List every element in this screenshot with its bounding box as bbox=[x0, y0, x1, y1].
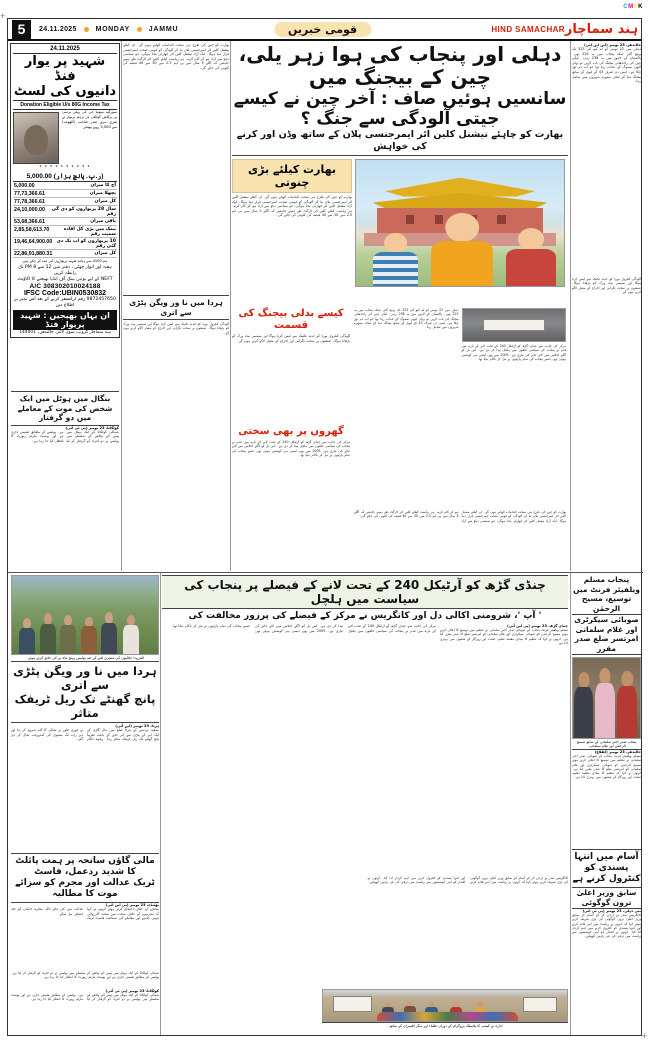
donation-amount-row bbox=[13, 238, 117, 250]
leader-3-head bbox=[622, 671, 633, 687]
donation-row-amount: 2,85,58,613.70 bbox=[14, 226, 50, 233]
donation-title-line1: شہید پر یوار فنڈ bbox=[24, 54, 106, 84]
masthead-urdu-logo: ہند سماچار bbox=[564, 21, 638, 37]
officer-1 bbox=[19, 618, 35, 654]
officer-3-torso bbox=[60, 625, 76, 654]
officer-5-torso bbox=[101, 623, 117, 654]
donation-account bbox=[13, 283, 117, 290]
left-lower-body: شمالی کولکاتا کے ایک ہوٹل میں پیش آئے واقعے کے سلسلے میں پولیس نے دو افراد کو گرفتار کر لیا ہے۔ پولیس کے مطابق تفتیش جاری ہے اور پوسٹ مارٹم رپورٹ کا انتظار کیا جا رہا ہے۔ bbox=[11, 429, 119, 443]
harda-body: مدھیہ پردیش کے ہردا ضلع میں مال گاڑی کے ایک ڈبے کے پٹڑی سے اتر جانے کے باعث تقریباً پانچ گھنٹے تک ریل ٹریفک متاثر رہا۔ ریلوے حکام نے فوری طور پر بحالی کا کام شروع کر دیا اور دیر رات تک معمول کی آمدورفت بحال کر دی گئی۔ bbox=[11, 728, 159, 742]
cmyk-registration-bar bbox=[623, 4, 643, 10]
group-child-row bbox=[377, 1012, 519, 1021]
masthead-day: MONDAY bbox=[95, 25, 130, 33]
donation-row-label: باقی میزان bbox=[90, 218, 116, 224]
donation-row-amount: 22,86,91,880.31 bbox=[14, 250, 53, 257]
chandigarh-dateline: چنڈی گڑھ، 23 نومبر (پی این آئی) bbox=[507, 624, 568, 628]
officer-5-head bbox=[105, 612, 113, 624]
harda-headline-line2: پانچ گھنٹے تک ریل ٹریفک متاثر bbox=[14, 692, 156, 720]
muslim-front-headline-line1: پنجاب مسلم ویلفیئر فرنٹ میں توسیع، مسیح الرحمٰن bbox=[572, 575, 641, 615]
page-body bbox=[8, 41, 641, 1035]
child-center-head bbox=[445, 213, 479, 242]
inset-signboard bbox=[483, 319, 545, 332]
ifsc-label: IFSC Code: bbox=[23, 290, 62, 297]
today-total-value: 5,000.00 bbox=[26, 173, 52, 180]
masthead-center-banner: قومی خبریں bbox=[274, 22, 371, 37]
donation-phone: 9872457650 bbox=[86, 297, 116, 302]
assam-headline: آسام میں انتہا پسندی کو کنٹرول کرنے ہے bbox=[572, 849, 641, 888]
donation-row-amount: 77,73,366.61 bbox=[14, 190, 45, 197]
harda-headline-line1: ہردا میں نا ور ویگن پٹڑی سے اتری bbox=[13, 664, 157, 692]
separator-dot-icon bbox=[84, 27, 89, 32]
donation-phone-text: رقم ٹرانسفر کرنے کے بعد اس نمبر پر اطلاع دیں bbox=[14, 297, 86, 308]
lead-body-col-b: مرکز کی جانب سے چنڈی گڑھ کو آرٹیکل 240 کے تحت لانے کے بارے میں قدم نے پنجاب کی سیاسی حلقوں میں ہلچل پیدا کر دی ہے۔ اس بل کو اگلے اجلاس میں لائے جانے کی تیاری ہے۔ 2005 میں بھی ایسی ہی کوشش ہوئی تھی جسے پنجاب کی تمام پارٹیوں نے مل کر ناکام بنایا تھا۔ bbox=[461, 344, 567, 361]
donation-amount-row bbox=[13, 226, 117, 238]
child-left-body bbox=[373, 252, 419, 286]
chandigarh-headline: چنڈی گڑھ کو آرٹیکل 240 کے تحت لانے کے فیصلے پر پنجاب کی سیاست میں ہلچل bbox=[162, 575, 568, 609]
muslim-front-section bbox=[572, 575, 641, 845]
chandigarh-body-continued: کانگریس صدر نے ارجن کر کے آسام کے سابق وزیر اعلیٰ ترون گوگوئی کی بڑی تعریف کرتے ہوئے کہا کہ انہوں نے ریاست میں امن قائم کرنے اور انتہا پسندی کو کنٹرول کرنے میں اہم کردار ادا کیا۔ انہوں نے اقتدار کو اپنی کوششوں سے ریاست میں ترقی کی نئی راہیں کھولیں۔ bbox=[367, 876, 568, 885]
cmyk-m: M bbox=[628, 4, 634, 10]
harda-photo-caption: المرودا جلالیوں کی منجری لٹنے کے بعد پولیس پہنچ ماہ نے کی جانچ کرتے ہوئے۔ bbox=[11, 655, 159, 662]
muslim-front-leaders-photo bbox=[572, 657, 641, 739]
maligaon-headline-line1: مالی گاؤں سانحہ پر ہمت پائلٹ کا شدید ردعمل، فاسٹ bbox=[11, 853, 159, 878]
donation-ifsc bbox=[13, 290, 117, 297]
donation-row-label: کل میزان bbox=[94, 250, 116, 256]
child-right-head bbox=[518, 228, 544, 250]
donation-send-address: ہند سماچار گروپ، سول لائنز، جالندھر۔ 144001 bbox=[19, 330, 111, 335]
lead-body-under-2: مرکز کی جانب سے چنڈی گڑھ کو آرٹیکل 240 کے تحت لانے کے بارے میں قدم نے پنجاب کی سیاسی حلقوں میں ہلچل پیدا کر دی ہے۔ اس بل کو اگلے اجلاس میں لائے جانے کی تیاری ہے۔ 2005 میں بھی ایسی ہی کوشش ہوئی تھی جسے پنجاب کی تمام پارٹیوں نے مل کر ناکام بنایا تھا۔ bbox=[232, 440, 351, 457]
officer-5 bbox=[101, 612, 117, 654]
lead-subheading-1: کیسے بدلی بیجنگ کی قسمت bbox=[238, 308, 344, 331]
maligaon-dateline: بھٹنڈہ، 23 نومبر (پی این آئی) bbox=[105, 903, 159, 907]
child-center bbox=[431, 213, 493, 286]
leader-1-torso bbox=[574, 687, 593, 738]
bengal-dateline: کولکاتا، 23 نومبر (پی ٹی آئی) bbox=[105, 989, 159, 993]
inset-building-photo bbox=[462, 308, 567, 342]
right-top-body: دہلی میں 22 نومبر کو اے کیو آئی 323 تک پہنچ گئی جبکہ پنجاب میں یہ 225 تھی۔ پاکستان کے لاہور میں یہ 238 رہی۔ لیکن چین کی راجدھانی بیجنگ کی بات کریں تو یہاں کبھی سموگ کے عذاب رہا تھا جو اب دم توڑ چکا ہے۔ اسی دن صرف 43 کے لیول کے ساتھ بیجنگ دنیا کے صاف ستھرے شہروں میں شامل رہا۔ bbox=[572, 47, 641, 84]
separator-dot-icon-2 bbox=[137, 27, 142, 32]
masthead-date: 24.11.2025 bbox=[39, 25, 77, 33]
lead-headline-line2: سانسیں ہوئیں صاف : آخر چین نے کیسے جیتی آلودگی سے جنگ ؟ bbox=[233, 89, 567, 129]
donation-send-strip: ان یہاں بھیجیں : شہید پریوار فنڈ bbox=[13, 310, 117, 330]
donation-timing: ہفتہ اور اتوار چھٹی۔ دفتر میں 12 سے 8 PM تک رابطہ کریں bbox=[18, 265, 112, 276]
section-rule-top bbox=[8, 572, 643, 573]
leader-1 bbox=[574, 672, 593, 738]
child-left-head bbox=[384, 233, 408, 253]
child-left bbox=[373, 233, 419, 286]
officer-6 bbox=[123, 615, 139, 654]
leader-3 bbox=[617, 671, 637, 738]
assam-subhead: سابق وزیر اعلیٰ ترون گوگوئی bbox=[572, 888, 641, 909]
donation-row-label: پچھلا میزان bbox=[89, 190, 116, 196]
masthead bbox=[8, 19, 641, 41]
ifsc-code: UBIN0530832 bbox=[61, 290, 107, 297]
cmyk-c: C bbox=[623, 4, 629, 10]
column-rule-4 bbox=[160, 573, 161, 1035]
maligaon-headline-line2: ٹریک عدالت اور مجرم کو سزائے موت کا مطالبہ bbox=[11, 878, 159, 903]
donation-row-amount: 77,78,366.61 bbox=[14, 198, 45, 205]
bengal-lead-in: شمالی کولکاتا کے ایک ہوٹل میں پیش آئے واقعے کے سلسلے میں پولیس نے دو افراد کو گرفتار کر لیا ہے۔ پولیس کے مطابق تفتیش جاری ہے اور پوسٹ مارٹم رپورٹ کا انتظار کیا جا رہا ہے۔ bbox=[11, 971, 159, 980]
chandigarh-body: مرکز کی جانب سے چنڈی گڑھ کو آرٹیکل 240 کے تحت لانے کے بارے میں قدم نے پنجاب کی سیاسی حلقوں میں ہلچل پیدا کر دی ہے۔ اس بل کو اگلے اجلاس میں لائے جانے کی تیاری ہے۔ 2005 میں بھی ایسی ہی کوشش ہوئی تھی جسے پنجاب کی تمام پارٹیوں نے مل کر ناکام بنایا تھا۔ bbox=[171, 624, 436, 633]
police-investigation-photo bbox=[11, 575, 159, 655]
donation-row-amount: 19,46,64,900.00 bbox=[14, 238, 53, 245]
chandigarh-subhead: ' آپ '، شرومنی اکالی دل اور کانگریس نے مرکز کے فیصلے کی پرزور مخالفت کی bbox=[188, 611, 542, 621]
bengal-body: شمالی کولکاتا کے ایک ہوٹل میں پیش آئے واقعے کے سلسلے میں پولیس نے دو افراد کو گرفتار کر لیا ہے۔ پولیس کے مطابق تفتیش جاری ہے اور پوسٹ مارٹم رپورٹ کا انتظار کیا جا رہا ہے۔ bbox=[11, 993, 159, 1002]
donation-today-label: آج کا میزان bbox=[90, 182, 116, 188]
leader-3-torso bbox=[617, 686, 637, 738]
officer-4-torso bbox=[81, 626, 97, 654]
page-number: 5 bbox=[12, 20, 31, 39]
officer-4 bbox=[81, 617, 97, 654]
muslim-front-caption: پنجاب صدر اختر سلمانی کے ساتھ مسیح الرحمٰن اور غلام سلمانی۔ bbox=[572, 739, 641, 750]
right-column-top bbox=[572, 43, 641, 568]
harda-dateline: ہردا، 23 نومبر (این آئی) bbox=[11, 722, 159, 728]
leader-2 bbox=[595, 668, 615, 738]
lead-headline-line1: دہلی اور پنجاب کی ہوا زہر یلی، چین کے بیجنگ میں bbox=[238, 43, 562, 89]
lead-kicker-body: بھارت کو چین کی طرح ہی سخت اقدامات اٹھانے ہوں گے۔ ان کیلئے نیشنل کلین ائر ایمرجنسی پلان بنا کر آلودگی کو قومی صحت ایمرجنسی قرار دینا ہوگا۔ ایک آزاد نیشنل کلین ائر اتھارٹی بنانا ہوگی، جو سیاسی دباؤ سے آزاد ہو کر کام کرے۔ ہر ریاست کیلئے کلین ائر ٹارگٹ طے ہونے چاہئیں کہ اگلے 5 سال میں پی ایم 2.5 میں 30 سے 40 فیصد کی کٹوتی کی جائے گی۔ bbox=[232, 195, 352, 218]
donor-portrait-photo bbox=[13, 112, 59, 164]
muslim-front-headline-line2: صوبائی سیکرٹری اور غلام سلمانی امرتسر ضلع صدر مقرر bbox=[572, 615, 641, 655]
muslim-front-dateline: جالندھر، 23 نومبر (اطلاع) bbox=[594, 750, 641, 754]
account-number: 308302010024188 bbox=[43, 283, 101, 290]
left-lower-dateline: کولکاتا، 23 نومبر (پی ٹی آئی) bbox=[65, 425, 119, 430]
donation-title-line2: دانیوں کی لسٹ bbox=[13, 84, 117, 99]
donation-row-label: بینک میں پڑی کل افادہ سمیت رقم bbox=[63, 226, 116, 237]
child-right bbox=[506, 228, 556, 286]
lead-subhead: بھارت کو چاہئے نیشنل کلین ائر ایمرجنسی پلان کے ساتھ وڈن اور کرنے کی خواہش bbox=[232, 129, 568, 156]
plastic-free-caption: ادارہ نے کیمپ کا پلاسٹک پروگرام کے دوران طلباء اور دیگر افسران کے ساتھ۔ bbox=[322, 1022, 568, 1029]
donation-star-divider: * * * * * * * * * * bbox=[39, 165, 91, 171]
lead-story bbox=[232, 43, 568, 568]
officer-1-torso bbox=[19, 628, 35, 654]
officer-6-torso bbox=[123, 625, 139, 654]
left-column-lower bbox=[11, 391, 119, 569]
column-rule-3 bbox=[570, 41, 571, 571]
donation-amount-row bbox=[13, 198, 117, 206]
donation-date: 24.11.2025 bbox=[13, 46, 117, 54]
donation-today-row bbox=[13, 182, 117, 190]
leader-2-head bbox=[600, 668, 611, 685]
group-signboard-left bbox=[333, 996, 372, 1012]
gate-window-1 bbox=[406, 215, 414, 224]
crop-mark-bottom-right: + bbox=[641, 1031, 647, 1041]
donation-row-amount: 53,68,366.61 bbox=[14, 218, 45, 225]
second-column-body: بھارت کو چین کی طرح ہی سخت اقدامات اٹھانے ہوں گے۔ ان کیلئے نیشنل کلین ائر ایمرجنسی پلان بنا کر آلودگی کو قومی صحت ایمرجنسی قرار دینا ہوگا۔ ایک آزاد نیشنل کلین ائر اتھارٹی بنانا ہوگی، جو سیاسی دباؤ سے آزاد ہو کر کام کرے۔ ہر ریاست کیلئے کلین ائر ٹارگٹ طے ہونے چاہئیں کہ اگلے 5 سال میں پی ایم 2.5 میں 30 سے 40 فیصد کی کٹوتی کی جائے گی۔ bbox=[123, 43, 229, 70]
column-rule-5 bbox=[570, 573, 571, 1035]
donation-row-label: کل میزان bbox=[94, 198, 116, 204]
masthead-english-title: HIND SAMACHAR bbox=[491, 24, 565, 34]
donation-amount-row bbox=[13, 190, 117, 198]
chandigarh-section bbox=[162, 575, 568, 985]
donation-amount-rows bbox=[13, 190, 117, 258]
leader-2-torso bbox=[595, 683, 615, 738]
donation-row-amount: 24,10,000.00 bbox=[14, 206, 45, 213]
lead-subheading-2: گھروں پر بھی سختی bbox=[238, 426, 344, 437]
cmyk-y: Y bbox=[633, 4, 639, 10]
child-right-body bbox=[506, 249, 556, 286]
maligaon-body: سانحے کے خلاف احتجاج کرتے ہوئے انہوں نے کہا کہ مجرموں کے خلاف سخت سے سخت کارروائی ہونی چاہیے اور معاملے کی سماعت فاسٹ ٹریک عدالت میں کی جائے تاکہ متاثرہ خاندان کو جلد انصاف مل سکے۔ bbox=[11, 907, 159, 921]
assam-section bbox=[572, 849, 641, 1033]
donation-eligibility-note: Donation Eligible U/s 80G Income Tax bbox=[13, 100, 117, 110]
lead-body-col-a: دہلی میں 22 نومبر کو اے کیو آئی 323 تک پہنچ گئی جبکہ پنجاب میں یہ 225 تھی۔ پاکستان کے لاہور میں یہ 238 رہی۔ لیکن چین کی راجدھانی بیجنگ کی بات کریں تو یہاں کبھی سموگ کے عذاب رہا تھا جو اب دم توڑ چکا ہے۔ اسی دن صرف 43 کے لیول کے ساتھ بیجنگ دنیا کے صاف ستھرے شہروں میں شامل رہا۔ bbox=[354, 308, 459, 330]
left-lower-headline: بنگال میں ہوٹل میں ایک شخص کی موت کے معاملے میں دو گرفتار bbox=[11, 391, 119, 426]
second-column bbox=[123, 43, 229, 568]
child-center-body bbox=[431, 241, 493, 286]
second-column-headline: ہردا میں نا ور ویگن پٹڑی سے اتری bbox=[123, 295, 229, 320]
harda-section bbox=[11, 575, 159, 825]
maligaon-section bbox=[11, 853, 159, 968]
cmyk-k: K bbox=[638, 4, 643, 10]
plastic-free-group-photo bbox=[322, 989, 568, 1022]
gate-window-4 bbox=[497, 215, 505, 224]
donation-phone-note bbox=[13, 297, 117, 309]
donation-today-amount: 5,000.00 bbox=[14, 182, 35, 189]
lead-kicker-box: بھارت کیلئے بڑی چنوتی bbox=[232, 159, 352, 193]
account-label: A/C bbox=[29, 283, 42, 290]
donation-box bbox=[10, 43, 120, 338]
leader-1-head bbox=[578, 672, 589, 688]
tiananmen-children-photo bbox=[355, 159, 565, 287]
donation-today-amount-words bbox=[13, 171, 117, 182]
today-total-words: (ر.پ. پانچ ہزار) bbox=[53, 173, 104, 180]
donation-amount-row bbox=[13, 206, 117, 218]
newspaper-page bbox=[7, 18, 642, 1036]
donor-blurb: سورگیہ سونیا جی کی پہلی برسی پر پرکاش کوالٹی بار برہم پریوار نے شری ہری مندر صاحب (کٹھوعہ) سے 5,000 روپے بھیجے bbox=[62, 110, 117, 129]
donation-amount-row bbox=[13, 250, 117, 258]
donation-row-label: 10 پریواروں کو اب تک دی گئی رقم bbox=[56, 238, 116, 249]
donation-footer-note: ہم 4100 سے زیادہ شہید پریواروں کی مدد کر چکے ہیں bbox=[22, 259, 108, 263]
donation-neft-note: NEFT کے لیے یونین بینک آف انڈیا بھیجنے کا اکاؤنٹ bbox=[17, 277, 113, 282]
lead-body-col-c: بھارت کو چین کی طرح ہی سخت اقدامات اٹھانے ہوں گے۔ ان کیلئے نیشنل کلین ائر ایمرجنسی پلان بنا کر آلودگی کو قومی صحت ایمرجنسی قرار دینا ہوگا۔ ایک آزاد نیشنل کلین ائر اتھارٹی بنانا ہوگی، جو سیاسی دباؤ سے آزاد ہو کر کام کرے۔ ہر ریاست کیلئے کلین ائر ٹارگٹ طے ہونے چاہئیں کہ اگلے 5 سال میں پی ایم 2.5 میں 30 سے 40 فیصد کی کٹوتی کی جائے گی۔ bbox=[354, 510, 566, 523]
donation-column bbox=[10, 43, 120, 388]
assam-body: کانگریس صدر نے ارجن کر کے آسام کے سابق وزیر اعلیٰ ترون گوگوئی کی بڑی تعریف کرتے ہوئے کہا کہ انہوں نے ریاست میں امن قائم کرنے اور انتہا پسندی کو کنٹرول کرنے میں اہم کردار ادا کیا۔ انہوں نے اقتدار کو اپنی کوششوں سے ریاست میں ترقی کی نئی راہیں کھولیں۔ bbox=[572, 913, 641, 939]
donation-row-label: سال 28 پریواروں کو دی گی رقم bbox=[51, 206, 116, 217]
chandigarh-body-side: مسلم ویلفیئر فرنٹ پنجاب کے صوبائی صدر اختر سلمانی نے تنظیم میں توسیع کا اعلان کرتے ہوئے مسیح الرحمٰن کو صوبائی سیکرٹری اور غلام سلمانی کو امرتسر ضلع کا صدر مقرر کیا ہے۔ انہوں نے کہا کہ تنظیم کا بنیادی مقصد تعلیم، صحت اور روزگار کے شعبوں میں بہتری لانا ہے۔ bbox=[440, 628, 568, 645]
officer-2 bbox=[40, 613, 56, 654]
crop-mark-top-left: + bbox=[0, 11, 6, 21]
plastic-free-photo-section bbox=[322, 989, 568, 1033]
officer-2-torso bbox=[40, 624, 56, 654]
assam-dateline: نئی دہلی، 23 نومبر (پی ٹی آئی) bbox=[582, 909, 641, 913]
column-rule-2 bbox=[230, 41, 231, 571]
column-rule-1 bbox=[121, 41, 122, 571]
lead-body-under-1: آلودگی کنٹرول بورڈ کو جدید تکنیک سے لیس کرنا ہوگا اور سینسر نیٹ ورک کو بڑھانا ہوگا۔ صنعتوں پر سخت نگرانی اور اخراج کے معیار لاگو کرنے ہوں گے۔ bbox=[232, 334, 350, 343]
right-top-body-2: آلودگی کنٹرول بورڈ کو جدید تکنیک سے لیس کرنا ہوگا اور سینسر نیٹ ورک کو بڑھانا ہوگا۔ صنعتوں پر سخت نگرانی اور اخراج کے معیار لاگو کرنے ہوں گے۔ bbox=[572, 277, 641, 294]
officer-3 bbox=[60, 615, 76, 654]
donation-amount-row bbox=[13, 218, 117, 226]
muslim-front-body: مسلم ویلفیئر فرنٹ پنجاب کے صوبائی صدر اختر سلمانی نے تنظیم میں توسیع کا اعلان کرتے ہوئے مسیح الرحمٰن کو صوبائی سیکرٹری اور غلام سلمانی کو امرتسر ضلع کا صدر مقرر کیا ہے۔ انہوں نے کہا کہ تنظیم کا بنیادی مقصد تعلیم، صحت اور روزگار کے شعبوں میں بہتری لانا ہے۔ bbox=[572, 754, 641, 780]
group-signboard-right bbox=[523, 997, 557, 1012]
second-column-body-2: آلودگی کنٹرول بورڈ کو جدید تکنیک سے لیس کرنا ہوگا اور سینسر نیٹ ورک کو بڑھانا ہوگا۔ صنعتوں پر سخت نگرانی اور اخراج کے معیار لاگو کرنے ہوں گے۔ bbox=[123, 322, 229, 335]
bengal-section bbox=[11, 971, 159, 1033]
right-top-dateline: جالندھر، 23 نومبر (این این آئی) bbox=[584, 43, 641, 47]
masthead-city: JAMMU bbox=[148, 25, 179, 33]
